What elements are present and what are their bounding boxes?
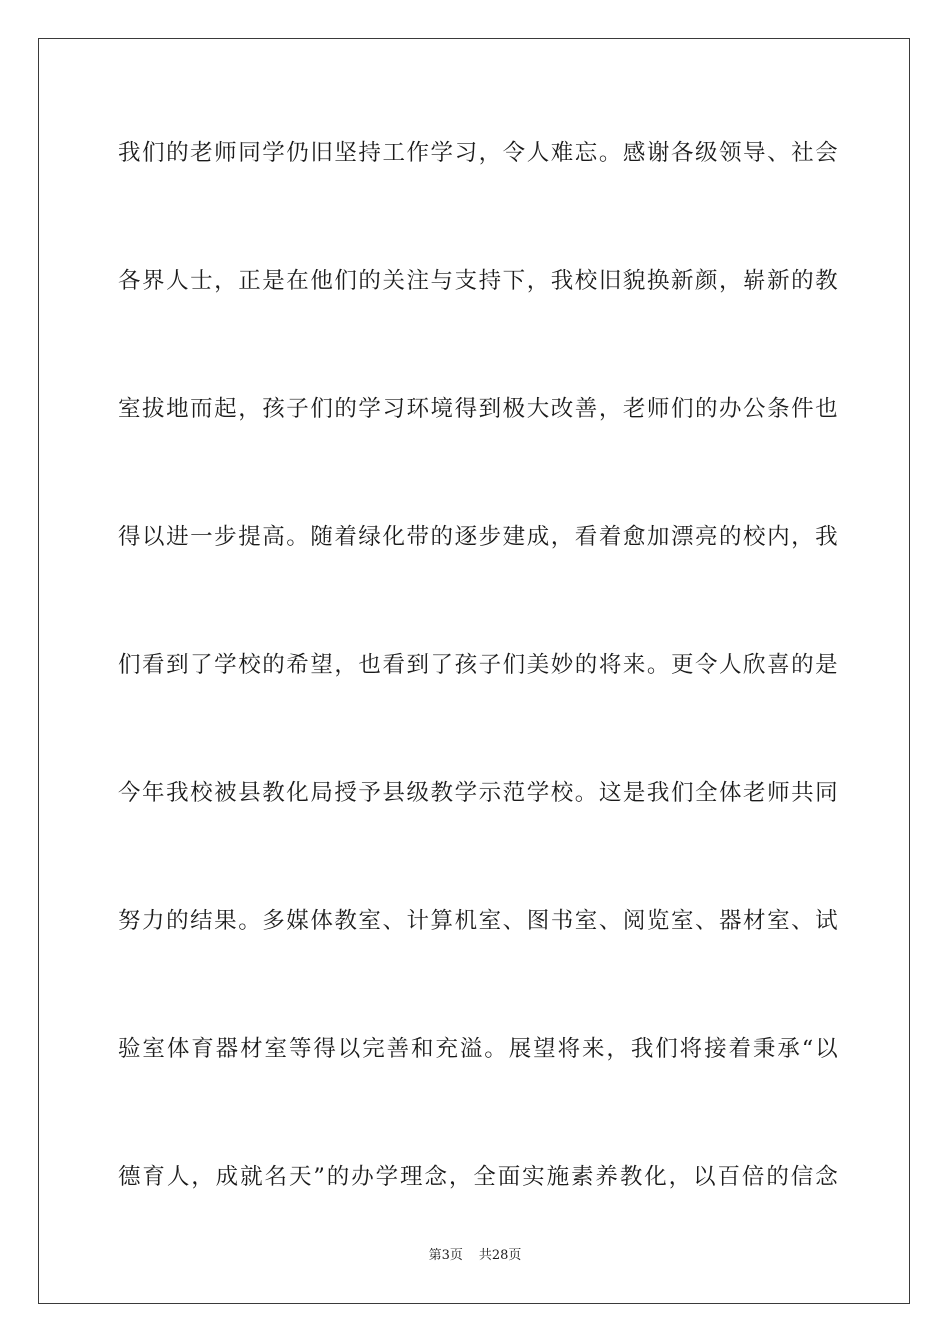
page-number: 第3页 (428, 1248, 463, 1263)
text-line: 努力的结果。多媒体教室、计算机室、图书室、阅览室、器材室、试 (118, 908, 838, 934)
text-line: 今年我校被县教化局授予县级教学示范学校。这是我们全体老师共同 (118, 780, 838, 806)
text-line: 我们的老师同学仍旧坚持工作学习，令人难忘。感谢各级领导、社会 (118, 140, 838, 166)
text-line: 得以进一步提高。随着绿化带的逐步建成，看着愈加漂亮的校内，我 (118, 524, 838, 550)
text-line: 验室体育器材室等得以完善和充溢。展望将来，我们将接着秉承“以 (118, 1036, 838, 1062)
text-line: 们看到了学校的希望，也看到了孩子们美妙的将来。更令人欣喜的是 (118, 652, 838, 678)
text-line: 德育人，成就名天”的办学理念，全面实施素养教化，以百倍的信念 (118, 1164, 838, 1190)
total-pages: 共28页 (478, 1248, 522, 1263)
page-number-footer (0, 1246, 950, 1266)
text-line: 室拔地而起，孩子们的学习环境得到极大改善，老师们的办公条件也 (118, 396, 838, 422)
text-line: 各界人士，正是在他们的关注与支持下，我校旧貌换新颜，崭新的教 (118, 268, 838, 294)
